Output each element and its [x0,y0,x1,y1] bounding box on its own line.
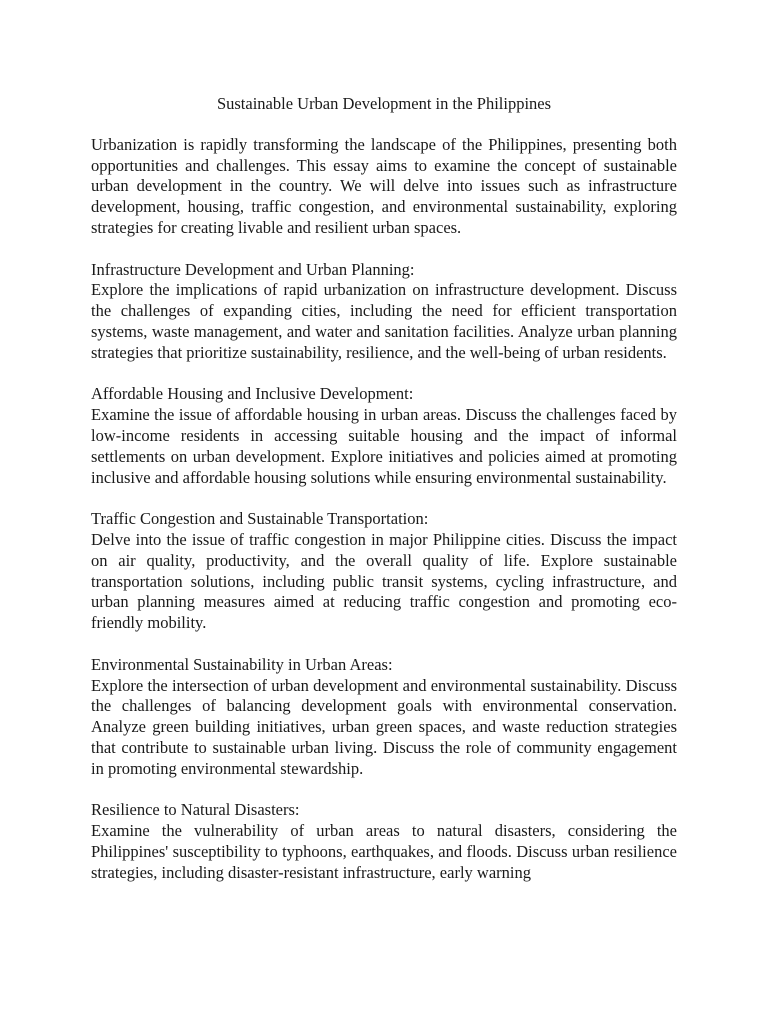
section-body: Explore the implications of rapid urbanization on infrastructure development. Discuss the challenges of expanding cities, including the need for efficient transportation systems, waste management, and water and sanitation facilities. Analyze urban planning strategies that prioritize sustainability, resilience, and the well-being of urban residents. [91,280,677,362]
section-body: Examine the issue of affordable housing in urban areas. Discuss the challenges faced by low-income residents in accessing suitable housing and the impact of informal settlements on urban development. Explore initiatives and policies aimed at promoting inclusive and affordable housing solutions while ensuring environmental sustainability. [91,405,677,487]
section-resilience [91,800,677,883]
section-body: Examine the vulnerability of urban areas to natural disasters, considering the Philippines' susceptibility to typhoons, earthquakes, and floods. Discuss urban resilience strategies, including disaster-resistant infrastructure, early warning [91,821,677,882]
section-heading: Resilience to Natural Disasters: [91,800,300,820]
section-heading: Affordable Housing and Inclusive Development: [91,384,414,404]
intro-paragraph: Urbanization is rapidly transforming the landscape of the Philippines, presenting both opportunities and challenges. This essay aims to examine the concept of sustainable urban development in the country. We will delve into issues such as infrastructure development, housing, traffic congestion, and environmental sustainability, exploring strategies for creating livable and resilient urban spaces. [91,134,677,237]
section-housing [91,384,677,488]
document-page [91,94,677,904]
section-heading: Environmental Sustainability in Urban Areas: [91,654,393,674]
section-body: Delve into the issue of traffic congestion in major Philippine cities. Discuss the impact on air quality, productivity, and the overall quality of life. Explore sustainable transportation solutions, including public transit systems, cycling infrastructure, and urban planning measures aimed at reducing traffic congestion and promoting eco-friendly mobility. [91,529,677,633]
section-environment [91,655,677,780]
section-heading: Traffic Congestion and Sustainable Transportation: [91,509,429,529]
document-title: Sustainable Urban Development in the Philippines [216,94,552,113]
section-heading: Infrastructure Development and Urban Planning: [91,259,415,279]
section-infrastructure [91,260,677,364]
section-body: Explore the intersection of urban development and environmental sustainability. Discuss the challenges of balancing development goals with environmental conservation. Analyze green building initiatives, urban green spaces, and waste reduction strategies that contribute to sustainable urban living. Discuss the role of community engagement in promoting environmental stewardship. [91,675,677,778]
section-transportation [91,509,677,634]
